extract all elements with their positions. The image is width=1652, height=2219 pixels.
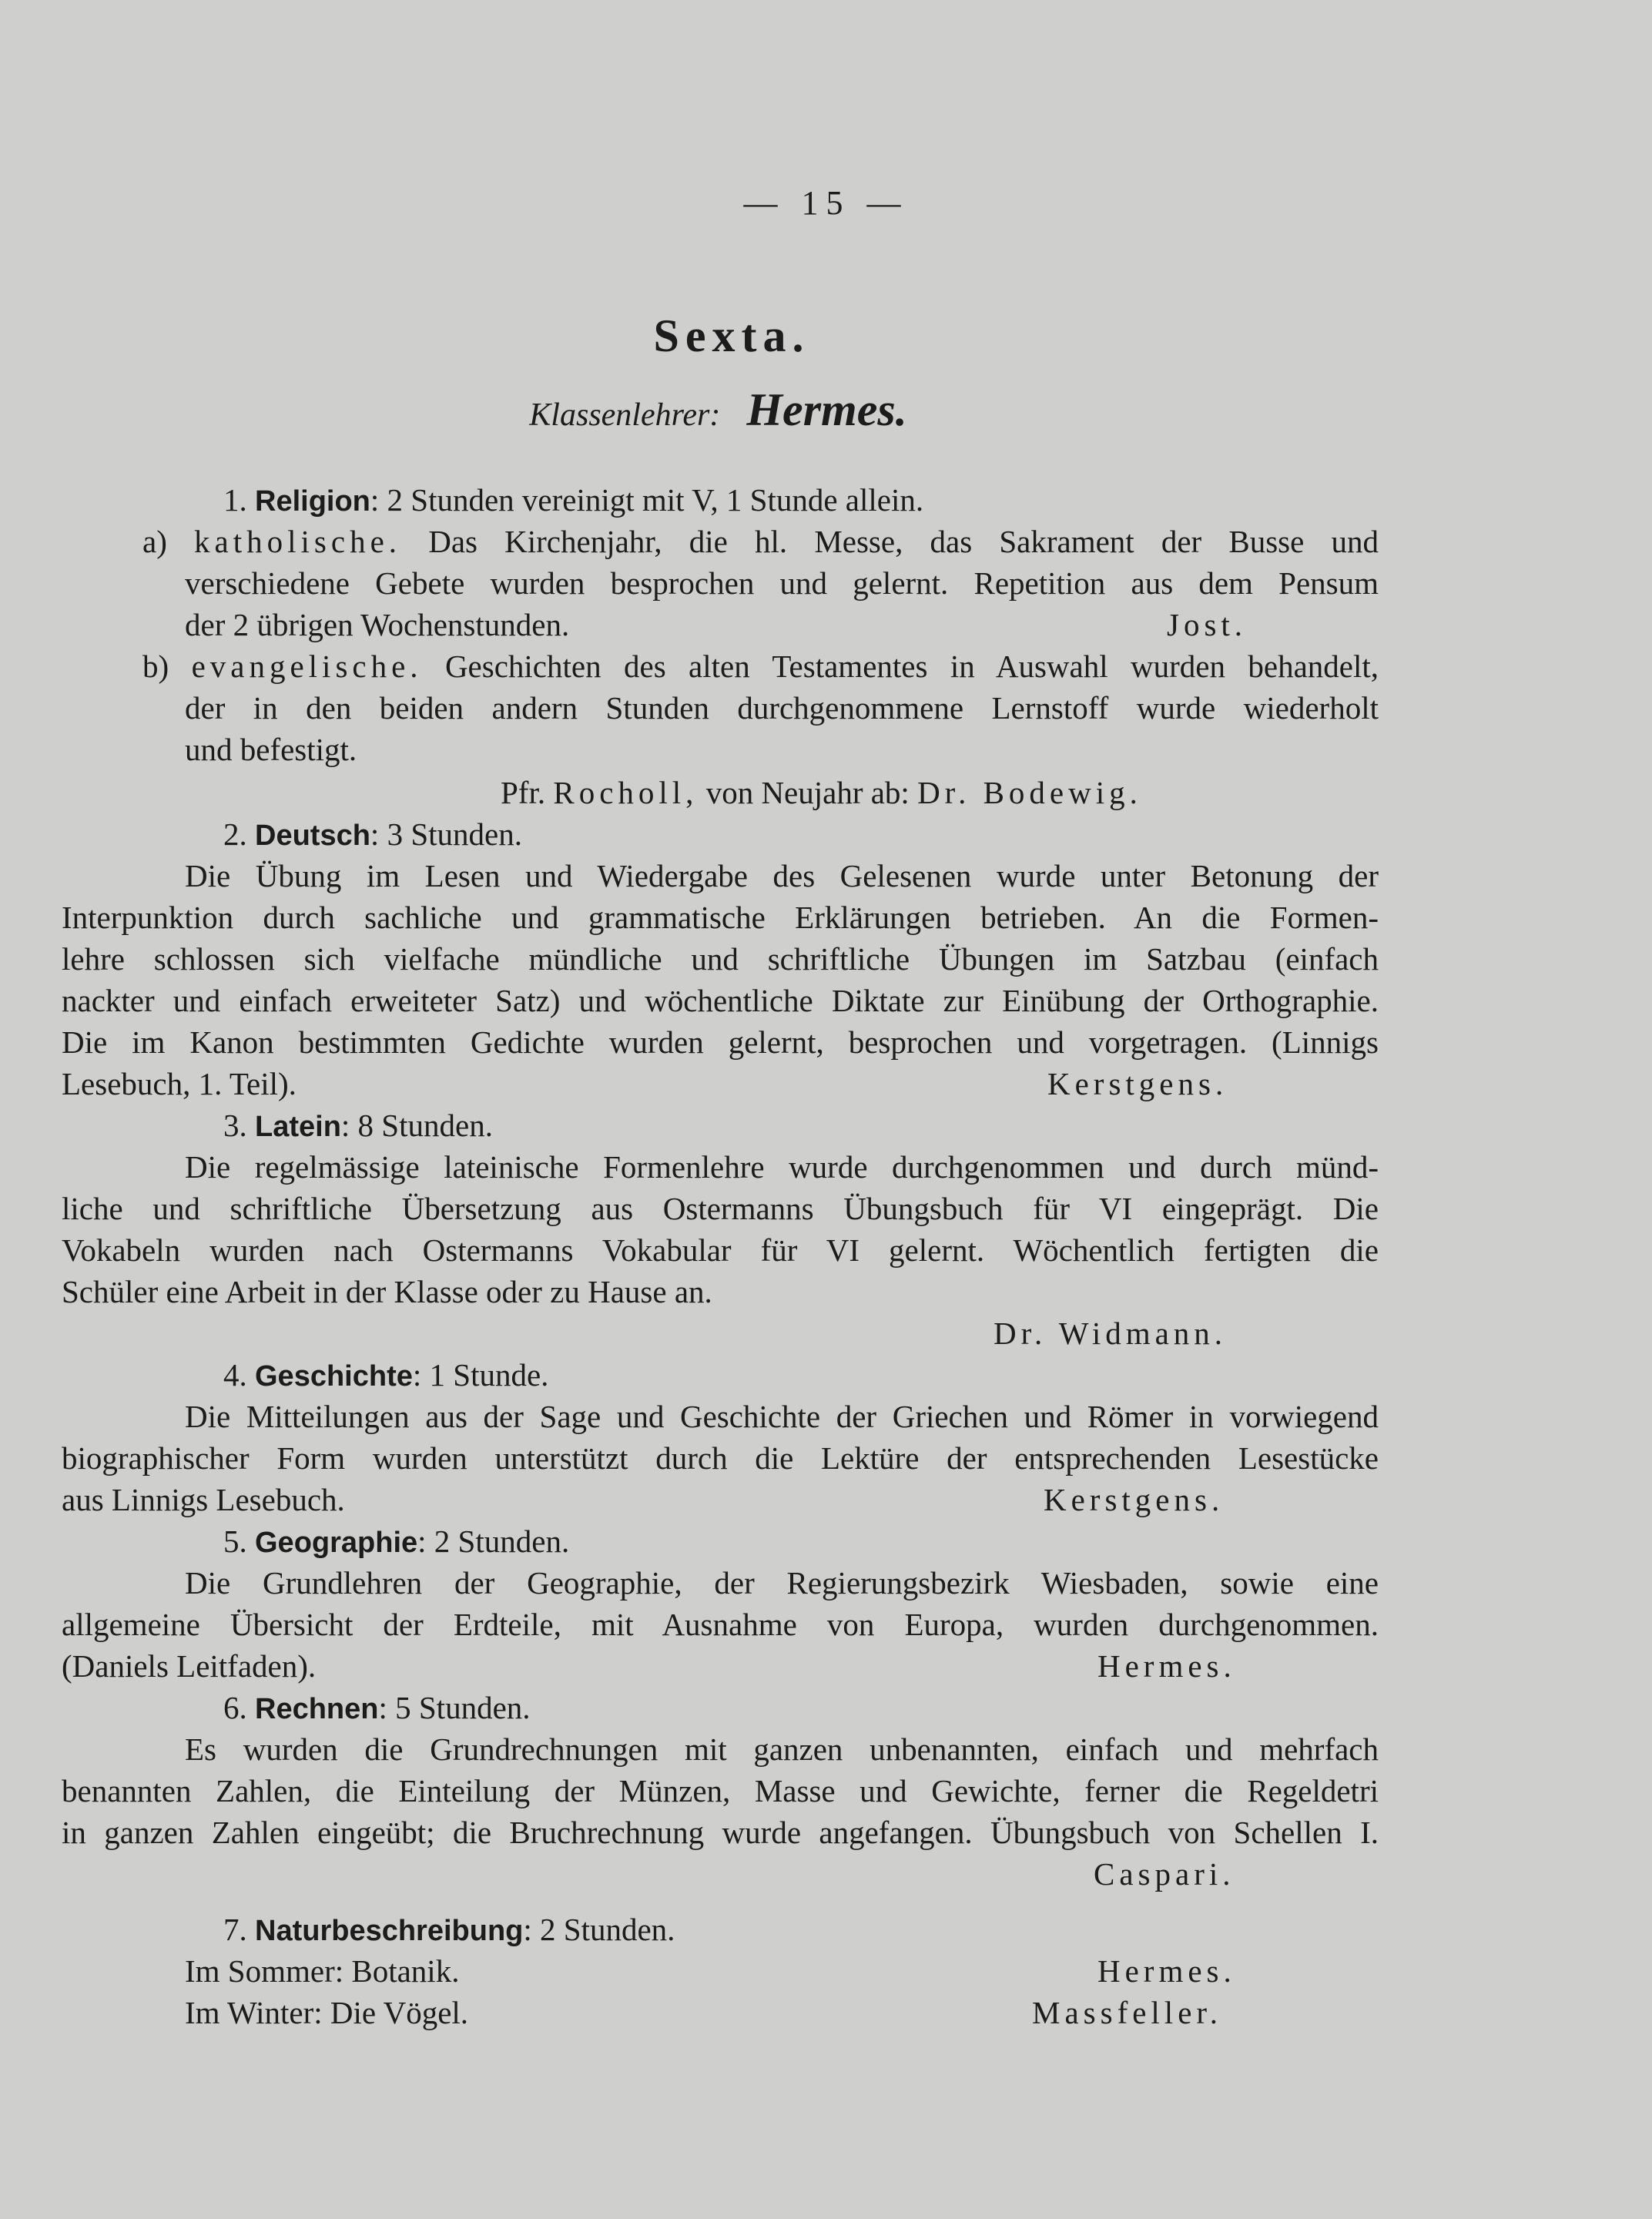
geographie-line-1: Die Grundlehren der Geographie, der Regierungsbezirk Wiesbaden, sowie eine: [185, 1565, 1379, 1601]
rechnen-heading: 6. Rechnen: 5 Stunden.: [223, 1690, 531, 1725]
geschichte-line-3: aus Linnigs Lesebuch.: [62, 1482, 345, 1517]
deutsch-teacher: Kerstgens.: [1047, 1066, 1228, 1101]
deutsch-line-2: Interpunktion durch sachliche und grammatische Erklärungen betrieben. An die Formen-: [62, 900, 1379, 935]
latein-line-3: Vokabeln wurden nach Ostermanns Vokabular für VI gelernt. Wöchentlich fertigten die: [62, 1232, 1379, 1268]
natur-heading: 7. Naturbeschreibung: 2 Stunden.: [223, 1912, 675, 1947]
rechnen-line-2: benannten Zahlen, die Einteilung der Münzen, Masse und Gewichte, ferner die Regeldetri: [62, 1773, 1379, 1808]
subject-name: Geschichte: [255, 1360, 413, 1393]
natur-winter: Im Winter: Die Vögel.: [185, 1995, 469, 2030]
geographie-line-3: (Daniels Leitfaden).: [62, 1648, 317, 1684]
subject-number: 1.: [223, 482, 247, 518]
religion-b-line-1: b) evangelische. Geschichten des alten Testamentes in Auswahl wurden behandelt,: [142, 649, 1379, 684]
religion-a-line-3: der 2 übrigen Wochenstunden.: [185, 607, 570, 642]
deutsch-line-5: Die im Kanon bestimmten Gedichte wurden gelernt, besprochen und vorgetragen. (Linnigs: [62, 1024, 1379, 1060]
geschichte-teacher: Kerstgens.: [1044, 1482, 1225, 1517]
latein-teacher: Dr. Widmann.: [994, 1316, 1228, 1351]
class-teacher-line: [0, 384, 1436, 437]
geographie-teacher: Hermes.: [1097, 1648, 1236, 1684]
deutsch-line-3: lehre schlossen sich vielfache mündliche und schriftliche Übungen im Satzbau (einfach: [62, 941, 1379, 977]
subject-hours: : 2 Stunden vereinigt mit V, 1 Stunde allein.: [370, 482, 924, 518]
deutsch-line-4: nackter und einfach erweiteter Satz) und wöchentliche Diktate zur Einübung der Orthographie.: [62, 983, 1379, 1018]
latein-line-2: liche und schriftliche Übersetzung aus Ostermanns Übungsbuch für VI eingeprägt. Die: [62, 1191, 1379, 1226]
rechnen-line-3: in ganzen Zahlen eingeübt; die Bruchrechnung wurde angefangen. Übungsbuch von Schellen I.: [62, 1815, 1379, 1850]
deutsch-line-1: Die Übung im Lesen und Wiedergabe des Gelesenen wurde unter Betonung der: [185, 858, 1379, 893]
religion-b-line-2: der in den beiden andern Stunden durchgenommene Lernstoff wurde wiederholt: [185, 690, 1379, 726]
latein-line-4: Schüler eine Arbeit in der Klasse oder zu Hause an.: [62, 1274, 712, 1309]
deutsch-line-6: Lesebuch, 1. Teil).: [62, 1066, 297, 1101]
natur-summer-teacher: Hermes.: [1097, 1953, 1236, 1989]
religion-a-line-2: verschiedene Gebete wurden besprochen und gelernt. Repetition aus dem Pensum: [185, 565, 1379, 601]
geschichte-line-2: biographischer Form wurden unterstützt durch die Lektüre der entsprechenden Lesestücke: [62, 1440, 1379, 1476]
rechnen-line-1: Es wurden die Grundrechnungen mit ganzen unbenannten, einfach und mehrfach: [185, 1731, 1379, 1767]
religion-a-teacher: Jost.: [1167, 607, 1248, 642]
geschichte-line-1: Die Mitteilungen aus der Sage und Geschichte der Griechen und Römer in vorwiegend: [185, 1399, 1379, 1434]
religion-a-line-1: a) katholische. Das Kirchenjahr, die hl. Messe, das Sakrament der Busse und: [142, 524, 1379, 559]
rechnen-teacher: Caspari.: [1094, 1856, 1235, 1892]
class-teacher-label: Klassenlehrer:: [529, 397, 721, 433]
subject-name: Religion: [255, 485, 370, 518]
subject-name: Naturbeschreibung: [255, 1915, 524, 1947]
religion-b-line-3: und befestigt.: [185, 732, 357, 767]
natur-summer: Im Sommer: Botanik.: [185, 1953, 460, 1989]
geschichte-heading: 4. Geschichte: 1 Stunde.: [223, 1357, 549, 1393]
natur-winter-teacher: Massfeller.: [1032, 1995, 1223, 2030]
geographie-line-2: allgemeine Übersicht der Erdteile, mit Ausnahme von Europa, wurden durchgenommen.: [62, 1607, 1379, 1642]
subject-name: Geographie: [255, 1527, 418, 1559]
subject-name: Deutsch: [255, 820, 370, 852]
page-number: — 15 —: [743, 184, 909, 222]
religion-heading: [223, 479, 1379, 522]
section-title: Sexta.: [653, 310, 810, 361]
religion-b-teacher: Pfr. Rocholl, von Neujahr ab: Dr. Bodewig.: [501, 775, 1142, 810]
latein-heading: 3. Latein: 8 Stunden.: [223, 1108, 493, 1143]
subject-name: Rechnen: [255, 1693, 379, 1725]
subject-name: Latein: [255, 1111, 341, 1143]
geographie-heading: 5. Geographie: 2 Stunden.: [223, 1523, 570, 1559]
latein-line-1: Die regelmässige lateinische Formenlehre wurde durchgenommen und durch münd-: [185, 1149, 1379, 1185]
class-teacher-name: Hermes.: [746, 384, 907, 435]
deutsch-heading: 2. Deutsch: 3 Stunden.: [223, 816, 522, 852]
